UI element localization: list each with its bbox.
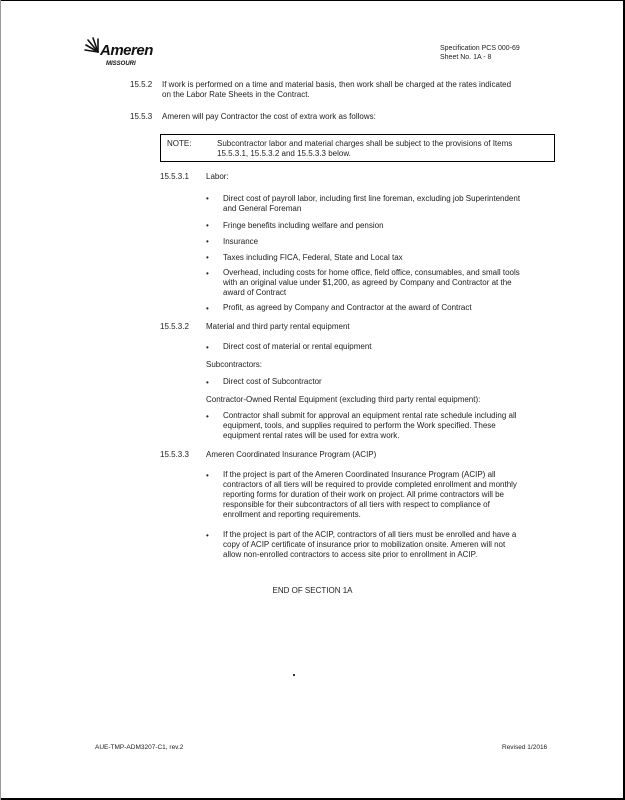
subcontractor-item-1: Direct cost of Subcontractor [223, 377, 322, 386]
page-border-top [0, 0, 625, 1]
acip-item-1-line4: responsible for their subcontractors of all tiers with respect to compliance of [223, 500, 490, 509]
ameren-logo [84, 36, 164, 76]
bullet-icon: • [206, 237, 209, 246]
bullet-icon: • [206, 343, 209, 352]
spec-number: Specification PCS 000-69 [440, 45, 520, 52]
bullet-icon: • [206, 253, 209, 262]
note-text-line1: Subcontractor labor and material charges shall be subject to the provisions of Items [217, 139, 513, 148]
contractor-owned-item-line2: equipment, tools, and supplies required to perform the Work specified. These [223, 421, 496, 430]
contractor-owned-item-line1: Contractor shall submit for approval an equipment rental rate schedule including all [223, 411, 517, 420]
paragraph-15-5-2-line1: If work is performed on a time and material basis, then work shall be charged at the rates indicated [162, 80, 512, 89]
bullet-icon: • [206, 269, 209, 278]
acip-item-1-line5: enrollment and reporting requirements. [223, 510, 361, 519]
section-number-15-5-2: 15.5.2 [130, 80, 153, 89]
material-item-1: Direct cost of material or rental equipment [223, 342, 372, 351]
bullet-icon: • [206, 221, 209, 230]
note-text [217, 139, 547, 159]
logo-name: Ameren [100, 42, 153, 59]
acip-item-2-line2: copy of ACIP certificate of insurance prior to mobilization onsite. Ameren will not [223, 540, 506, 549]
labor-item-1-line1: Direct cost of payroll labor, including first line foreman, excluding job Superintendent [223, 194, 521, 203]
labor-title: Labor: [206, 172, 229, 181]
paragraph-15-5-3: Ameren will pay Contractor the cost of extra work as follows: [162, 112, 376, 121]
subcontractors-heading: Subcontractors: [206, 360, 263, 369]
acip-item-1-line2: contractors of all tiers will be required to provide completed enrollment and monthly [223, 480, 517, 489]
labor-item-6: Profit, as agreed by Company and Contractor at the award of Contract [223, 303, 472, 312]
footer-document-id: AUE-TMP-ADM3207-C1, rev.2 [95, 744, 184, 751]
end-of-section: END OF SECTION 1A [272, 586, 353, 595]
note-box [160, 134, 555, 162]
bullet-icon: • [206, 531, 209, 540]
bullet-icon: • [206, 194, 209, 203]
stray-mark [293, 674, 295, 676]
paragraph-15-5-2-line2: on the Labor Rate Sheets in the Contract. [162, 90, 310, 99]
labor-item-2: Fringe benefits including welfare and pension [223, 221, 384, 230]
spec-reference [440, 44, 520, 62]
labor-item-4: Taxes including FICA, Federal, State and Local tax [223, 253, 403, 262]
acip-item-1-line3: reporting forms for duration of their work on project. All prime contractors will be [223, 490, 505, 499]
acip-item-1-line1: If the project is part of the Ameren Coordinated Insurance Program (ACIP) all [223, 470, 496, 479]
section-number-15-5-3: 15.5.3 [130, 112, 153, 121]
labor-item-1-line2: and General Foreman [223, 204, 302, 213]
bullet-icon: • [206, 471, 209, 480]
section-number-15-5-3-3: 15.5.3.3 [160, 450, 189, 459]
material-title: Material and third party rental equipment [206, 322, 350, 331]
note-label: NOTE: [167, 139, 192, 148]
contractor-owned-heading: Contractor-Owned Rental Equipment (excluding third party rental equipment): [206, 395, 481, 404]
acip-item-2-line1: If the project is part of the ACIP, contractors of all tiers must be enrolled and have a [223, 530, 517, 539]
bullet-icon: • [206, 412, 209, 421]
note-text-line2: 15.5.3.1, 15.5.3.2 and 15.5.3.3 below. [217, 149, 351, 158]
acip-title: Ameren Coordinated Insurance Program (ACIP) [206, 450, 377, 459]
section-number-15-5-3-1: 15.5.3.1 [160, 172, 189, 181]
footer-revision: Revised 1/2016 [502, 744, 548, 751]
sheet-number: Sheet No. 1A - 8 [440, 54, 492, 61]
section-number-15-5-3-2: 15.5.3.2 [160, 322, 189, 331]
labor-item-3: Insurance [223, 237, 259, 246]
labor-item-5-line2: with an original value under $1,200, as agreed by Company and Contractor at the [223, 278, 512, 287]
labor-item-5-line1: Overhead, including costs for home office, field office, consumables, and small tools [223, 268, 520, 277]
page-border-left [0, 0, 1, 800]
bullet-icon: • [206, 378, 209, 387]
bullet-icon: • [206, 304, 209, 313]
acip-item-2-line3: allow non-enrolled contractors to access site prior to enrollment in ACIP. [223, 550, 478, 559]
contractor-owned-item-line3: equipment rental rates will be used for extra work. [223, 431, 400, 440]
logo-subtitle: MISSOURI [106, 61, 136, 67]
labor-item-5-line3: award of Contract [223, 288, 287, 297]
